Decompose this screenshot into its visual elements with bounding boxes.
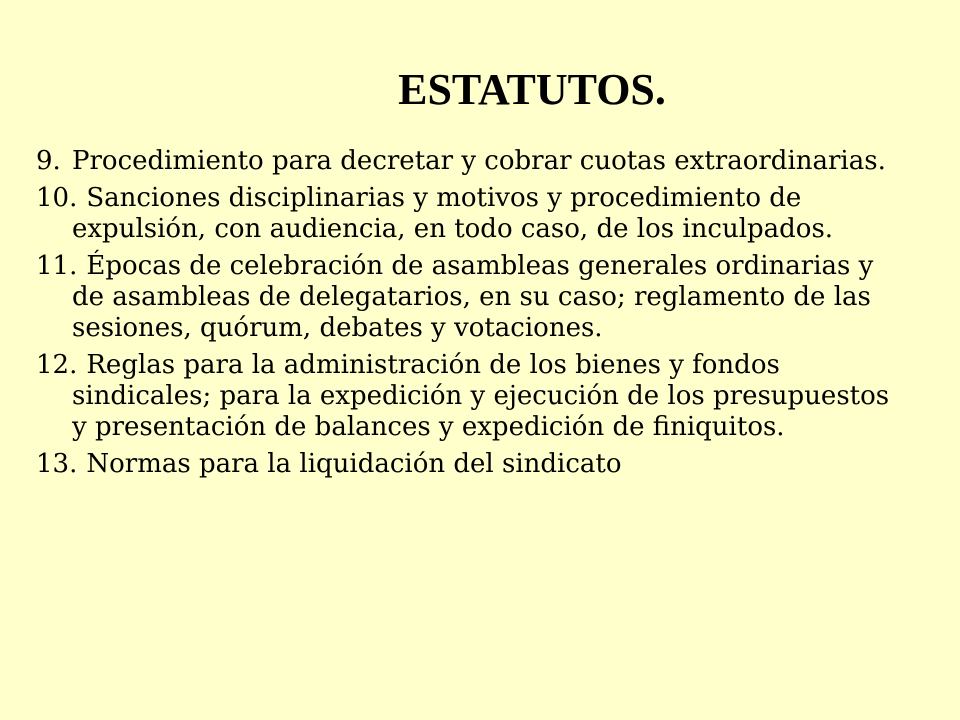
item-number: 9. — [36, 146, 61, 176]
item-number: 11. — [36, 251, 78, 281]
item-text: Procedimiento para decretar y cobrar cuotas extraordinarias. — [72, 146, 886, 176]
item-text: Reglas para la administración de los bienes y fondos sindicales; para la expedición y ejecución de los presupuestos y presentación de balances y expedición de finiquitos. — [72, 350, 890, 442]
statute-list — [36, 146, 906, 486]
item-text: Sanciones disciplinarias y motivos y procedimiento de expulsión, con audiencia, en todo caso, de los inculpados. — [72, 183, 834, 244]
item-number: 13. — [36, 449, 78, 479]
list-item — [36, 350, 906, 443]
list-item — [36, 183, 906, 245]
slide-title: ESTATUTOS. — [398, 65, 666, 114]
list-item — [36, 449, 906, 480]
list-item — [36, 251, 906, 344]
list-item — [36, 146, 906, 177]
item-number: 10. — [36, 183, 78, 213]
item-text: Épocas de celebración de asambleas generales ordinarias y de asambleas de delegatarios, en su caso; reglamento de las sesiones, quórum, debates y votaciones. — [72, 251, 874, 343]
item-number: 12. — [36, 350, 78, 380]
item-text: Normas para la liquidación del sindicato — [86, 449, 622, 479]
